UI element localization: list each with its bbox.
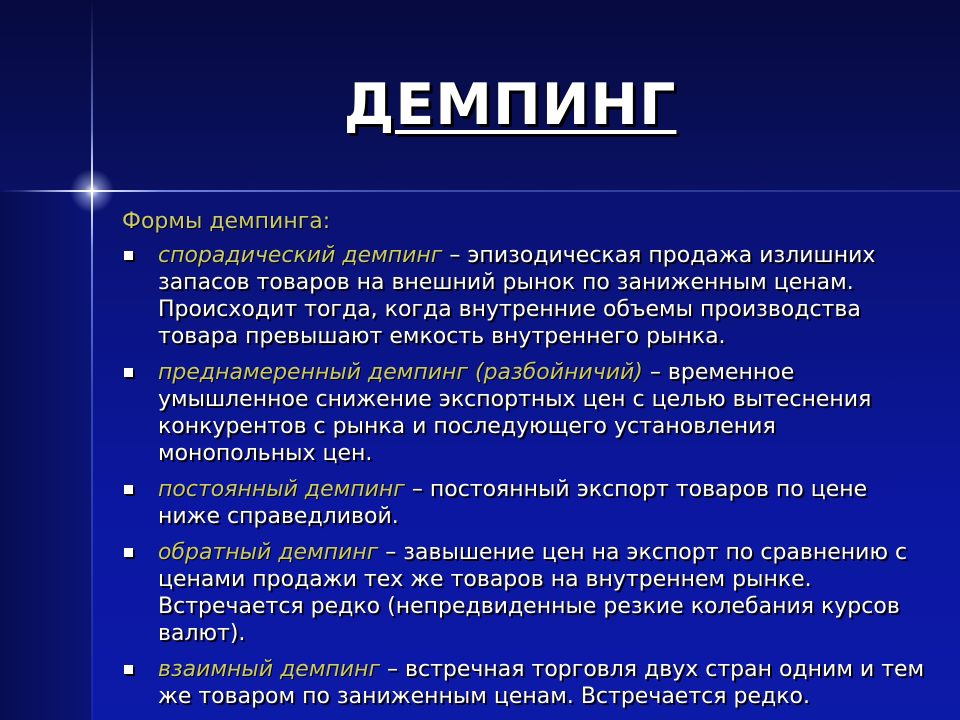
- slide-title: ДЕМПИНГ: [343, 72, 677, 138]
- item-description: – завышение цен на экспорт по сравнению с ценами продажи тех же товаров на внутреннем рынке. Встречается редко (непредвиденные резкие колебания курсов валют).: [158, 540, 908, 646]
- item-term: преднамеренный демпинг (разбойничий): [158, 360, 643, 385]
- item-description: – встречная торговля двух стран одним и тем же товаром по заниженным ценам. Встречается редко.: [158, 657, 925, 709]
- item-term: обратный демпинг: [158, 540, 379, 565]
- list-item: [122, 476, 932, 530]
- item-description: – эпизодическая продажа излишних запасов товаров на внешний рынок по заниженным ценам. Происходит тогда, когда внутренние объемы производства товара превышают емкость внутреннего рынка.: [158, 243, 876, 349]
- list-item: [122, 656, 932, 710]
- item-term: постоянный демпинг: [158, 477, 405, 502]
- list-item: [122, 539, 932, 647]
- item-description: – временное умышленное снижение экспортных цен с целью вытеснения конкурентов с рынка и последующего установления монопольных цен.: [158, 360, 872, 466]
- section-lead: Формы демпинга:: [122, 209, 331, 234]
- item-description: – постоянный экспорт товаров по цене ниже справедливой.: [158, 477, 868, 529]
- square-bullet-icon: [124, 251, 133, 260]
- square-bullet-icon: [124, 548, 133, 557]
- square-bullet-icon: [124, 665, 133, 674]
- item-term: спорадический демпинг: [158, 243, 443, 268]
- list-item: [122, 242, 932, 350]
- square-bullet-icon: [124, 485, 133, 494]
- item-term: взаимный демпинг: [158, 657, 381, 682]
- left-band: [0, 192, 92, 720]
- slide-content: [122, 208, 932, 710]
- square-bullet-icon: [124, 368, 133, 377]
- list-item: [122, 359, 932, 467]
